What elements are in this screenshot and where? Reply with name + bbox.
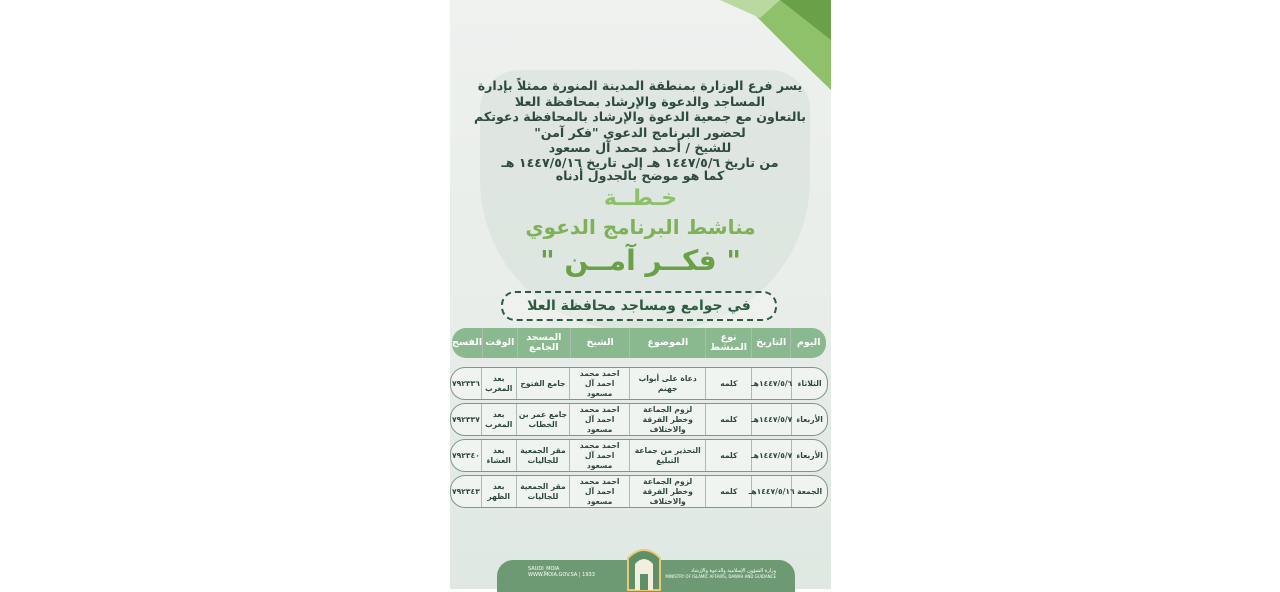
header-cell: الشيخ — [570, 328, 629, 358]
table-cell: لزوم الجماعة وخطر الفرقة والاختلاف — [629, 476, 706, 507]
table-cell: ٧٩٢٣٣٧ — [452, 414, 480, 424]
table-cell: كلمه — [705, 368, 751, 399]
footer-site: WWW.MOIA.GOV.SA — [528, 572, 578, 578]
header-cell: نوع المنشط — [705, 328, 750, 358]
table-cell: بعد الظهر — [481, 476, 516, 507]
table-cell: احمد محمد احمد آل مسعود — [569, 476, 629, 507]
ministry-name-en: MINISTRY OF ISLAMIC AFFAIRS, DAWAH AND GUIDANCE — [665, 574, 776, 579]
table-cell: جامع عمر بن الخطاب — [516, 404, 570, 435]
table-cell: كلمه — [705, 440, 751, 471]
header-cell: اليوم — [790, 328, 826, 358]
intro-line: يسر فرع الوزارة بمنطقة المدينة المنورة ممثلاً بإدارة — [477, 78, 803, 93]
table-cell: مقر الجمعية للجاليات — [516, 440, 570, 471]
intro-line: لحضور البرنامج الدعوي "فكر آمن" — [534, 124, 746, 140]
table-cell: بعد العشاء — [481, 440, 516, 471]
table-cell: بعد المغرب — [481, 368, 516, 399]
intro-line: المساجد والدعوة والإرشاد بمحافظة العلا — [514, 93, 766, 109]
table-cell: ١٤٤٧/٥/٧هـ — [751, 440, 791, 471]
announcement-poster — [450, 0, 831, 589]
table-cell: ١٤٤٧/٥/١٦هـ — [751, 476, 791, 507]
table-cell: الأربعاء — [791, 404, 827, 435]
program-name: " فكــر آمــن " — [540, 244, 741, 277]
intro-line: بالتعاون مع جمعية الدعوة والإرشاد بالمحافظة دعوتكم — [474, 109, 806, 124]
table-row — [450, 403, 828, 436]
header-cell: التاريخ — [751, 328, 791, 358]
table-cell: مقر الجمعية للجاليات — [516, 476, 570, 507]
header-cell: الوقت — [482, 328, 517, 358]
schedule-table — [450, 328, 828, 508]
location-banner: في جوامع ومساجد محافظة العلا — [501, 291, 777, 321]
table-cell: الثلاثاء — [791, 368, 827, 399]
intro-text — [464, 78, 816, 182]
table-cell: ١٤٤٧/٥/٦هـ — [751, 368, 791, 399]
table-cell: دعاة على أبواب جهنم — [629, 368, 706, 399]
intro-line: من تاريخ ١٤٤٧/٥/٦ هـ إلى تاريخ ١٤٤٧/٥/١٦ هـ — [501, 154, 779, 170]
footer-phone: 1933 — [582, 572, 595, 578]
header-cell: الفسح — [451, 337, 483, 348]
table-cell: جامع الفتوح — [516, 368, 570, 399]
table-header — [452, 328, 826, 358]
table-cell: الجمعة — [791, 476, 827, 507]
ministry-emblem-icon — [624, 544, 664, 590]
table-cell: احمد محمد احمد آل مسعود — [569, 440, 629, 471]
plan-title: خـطــة — [603, 186, 678, 211]
footer-handle: SAUDI_MOIA — [528, 566, 560, 572]
table-row — [450, 475, 828, 508]
header-cell: الموضوع — [629, 328, 705, 358]
table-cell: احمد محمد احمد آل مسعود — [569, 368, 629, 399]
table-cell: ٧٩٢٣٤٠ — [452, 450, 480, 460]
header-cell: المسجد الجامع — [517, 328, 570, 358]
footer-contact: SAUDI_MOIA WWW.MOIA.GOV.SA | 1933 — [528, 566, 595, 578]
footer-ministry — [665, 568, 776, 580]
program-subtitle: مناشط البرنامج الدعوي — [525, 215, 756, 239]
table-cell: احمد محمد احمد آل مسعود — [569, 404, 629, 435]
table-row — [450, 439, 828, 472]
table-cell: التحذير من جماعة التبليغ — [629, 440, 706, 471]
table-cell: كلمه — [705, 476, 751, 507]
table-cell: بعد المغرب — [481, 404, 516, 435]
ministry-name-ar: وزارة الشؤون الإسلامية والدعوة والإرشاد — [690, 568, 776, 574]
table-cell: ٧٩٢٣٤٣ — [452, 486, 480, 496]
table-cell: ١٤٤٧/٥/٧هـ — [751, 404, 791, 435]
intro-line: للشيخ / أحمد محمد آل مسعود — [548, 140, 732, 155]
table-row — [450, 367, 828, 400]
table-cell: ٧٩٢٣٣٦ — [452, 378, 480, 388]
intro-line: كما هو موضح بالجدول أدناه — [555, 167, 725, 183]
table-cell: الأربعاء — [791, 440, 827, 471]
table-cell: كلمه — [705, 404, 751, 435]
table-cell: لزوم الجماعة وخطر الفرقة والاختلاف — [629, 404, 706, 435]
